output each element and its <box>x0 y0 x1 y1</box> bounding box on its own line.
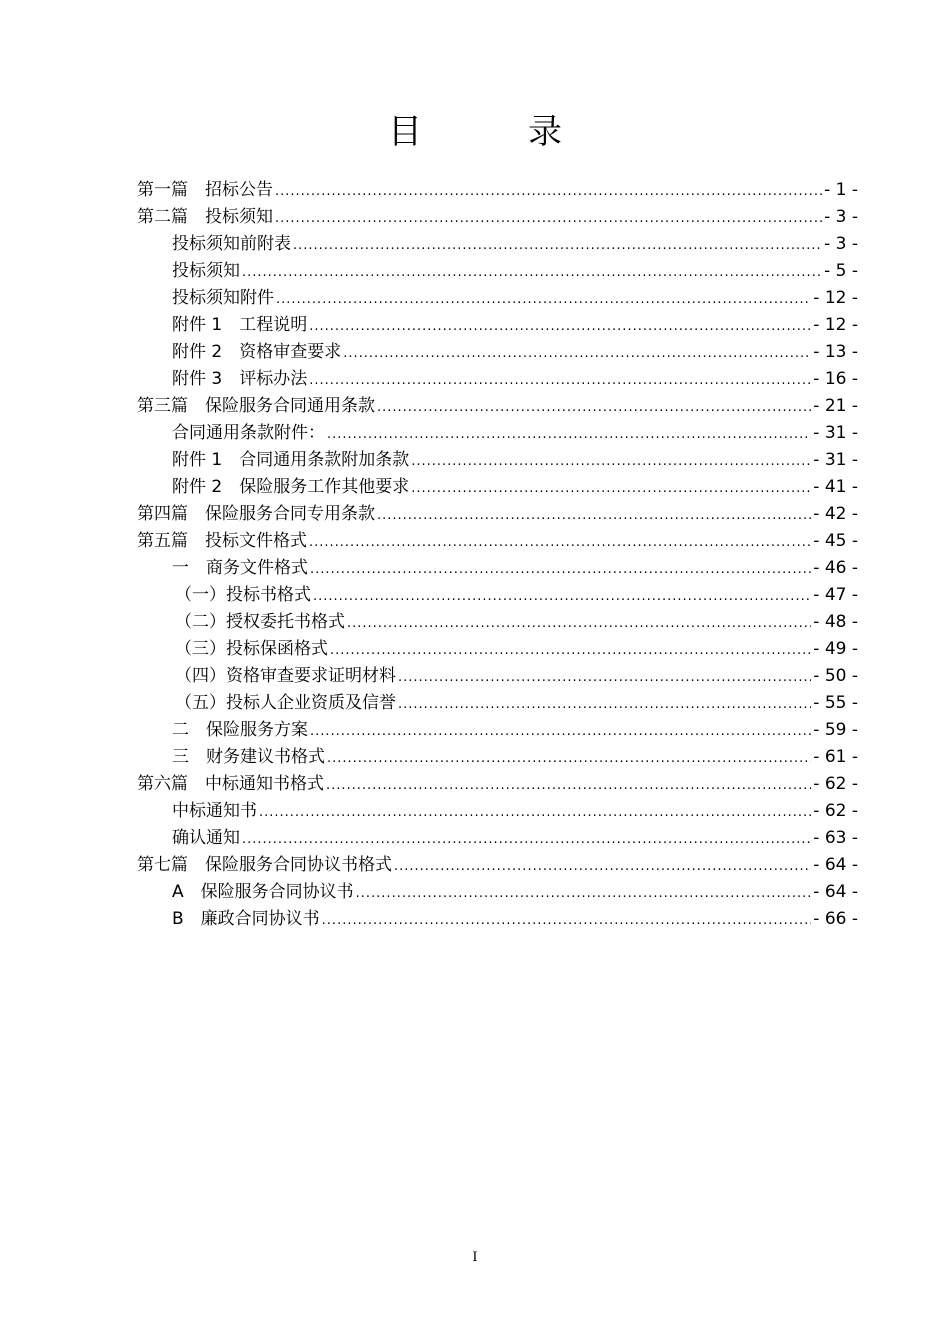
toc-entry-page: - 3 - <box>824 234 858 254</box>
toc-entry-label: 第三篇 保险服务合同通用条款 <box>137 396 375 416</box>
toc-entry[interactable] <box>137 690 858 717</box>
toc-entry-label: 第六篇 中标通知书格式 <box>137 774 324 794</box>
toc-leader-dots <box>313 583 811 610</box>
page-title: 目 录 <box>388 112 598 152</box>
toc-entry-label: 第二篇 投标须知 <box>137 207 273 227</box>
toc-leader-dots <box>322 907 812 934</box>
toc-entry[interactable] <box>137 744 858 771</box>
toc-entry-label: 附件 1 工程说明 <box>172 315 308 335</box>
toc-entry-label: 附件 2 保险服务工作其他要求 <box>172 477 410 497</box>
toc-leader-dots <box>310 718 811 745</box>
toc-leader-dots <box>259 799 811 826</box>
toc-entry-page: - 55 - <box>813 693 858 713</box>
toc-entry[interactable] <box>137 231 858 258</box>
toc-entry[interactable] <box>137 204 858 231</box>
toc-entry[interactable] <box>137 366 858 393</box>
toc-entry-label: 第七篇 保险服务合同协议书格式 <box>137 855 392 875</box>
toc-entry-page: - 64 - <box>813 882 858 902</box>
toc-leader-dots <box>377 394 811 421</box>
toc-entry-page: - 16 - <box>813 369 858 389</box>
toc-entry-label: 投标须知附件 <box>172 288 274 308</box>
toc-leader-dots <box>310 556 811 583</box>
toc-leader-dots <box>411 448 811 475</box>
toc-entry-page: - 50 - <box>813 666 858 686</box>
toc-entry[interactable] <box>137 771 858 798</box>
toc-entry-page: - 45 - <box>813 531 858 551</box>
toc-entry[interactable] <box>137 636 858 663</box>
toc-leader-dots <box>356 880 812 907</box>
toc-entry-page: - 41 - <box>813 477 858 497</box>
toc-leader-dots <box>347 610 811 637</box>
toc-entry[interactable] <box>137 582 858 609</box>
toc-entry-label: 第一篇 招标公告 <box>137 180 273 200</box>
toc-entry[interactable] <box>137 663 858 690</box>
toc-entry-page: - 62 - <box>813 774 858 794</box>
toc-entry-page: - 3 - <box>824 207 858 227</box>
toc-leader-dots <box>327 421 811 448</box>
toc-entry-label: 一 商务文件格式 <box>172 558 308 578</box>
toc-leader-dots <box>394 853 811 880</box>
toc-leader-dots <box>398 664 811 691</box>
toc-entry-label: A 保险服务合同协议书 <box>172 882 354 902</box>
toc-entry-page: - 42 - <box>813 504 858 524</box>
toc-entry-label: 三 财务建议书格式 <box>172 747 325 767</box>
toc-entry[interactable] <box>137 798 858 825</box>
toc-entry-label: B 廉政合同协议书 <box>172 909 320 929</box>
toc-entry-page: - 12 - <box>813 315 858 335</box>
toc-entry[interactable] <box>137 555 858 582</box>
toc-entry-label: 第四篇 保险服务合同专用条款 <box>137 504 375 524</box>
toc-leader-dots <box>377 502 811 529</box>
toc-leader-dots <box>326 772 811 799</box>
toc-entry[interactable] <box>137 906 858 933</box>
toc-entry[interactable] <box>137 312 858 339</box>
toc-entry-label: （一）投标书格式 <box>175 585 311 605</box>
toc-entry-page: - 61 - <box>813 747 858 767</box>
toc-leader-dots <box>398 691 811 718</box>
toc-leader-dots <box>242 259 822 286</box>
toc-entry[interactable] <box>137 852 858 879</box>
toc-entry-page: - 62 - <box>813 801 858 821</box>
toc-leader-dots <box>276 286 811 313</box>
toc-entry-label: 附件 2 资格审查要求 <box>172 342 342 362</box>
toc-entry[interactable] <box>137 609 858 636</box>
toc-entry-label: （三）投标保函格式 <box>175 639 328 659</box>
toc-leader-dots <box>343 340 811 367</box>
toc-entry-page: - 49 - <box>813 639 858 659</box>
toc-entry[interactable] <box>137 717 858 744</box>
toc-entry-page: - 46 - <box>813 558 858 578</box>
toc-entry-page: - 64 - <box>813 855 858 875</box>
table-of-contents <box>137 177 858 933</box>
toc-entry-label: 附件 3 评标办法 <box>172 369 308 389</box>
toc-entry-page: - 1 - <box>824 180 858 200</box>
toc-entry-label: 投标须知 <box>172 261 240 281</box>
toc-leader-dots <box>330 637 811 664</box>
toc-entry[interactable] <box>137 528 858 555</box>
toc-leader-dots <box>293 232 822 259</box>
toc-leader-dots <box>275 205 822 232</box>
toc-entry-label: 附件 1 合同通用条款附加条款 <box>172 450 410 470</box>
toc-leader-dots <box>275 178 822 205</box>
toc-entry[interactable] <box>137 258 858 285</box>
toc-entry[interactable] <box>137 879 858 906</box>
toc-entry-page: - 21 - <box>813 396 858 416</box>
toc-entry-page: - 31 - <box>813 423 858 443</box>
toc-entry[interactable] <box>137 474 858 501</box>
toc-leader-dots <box>309 367 811 394</box>
toc-entry-page: - 66 - <box>813 909 858 929</box>
toc-leader-dots <box>309 313 811 340</box>
toc-entry-page: - 63 - <box>813 828 858 848</box>
toc-entry-label: 二 保险服务方案 <box>172 720 308 740</box>
toc-entry-page: - 13 - <box>813 342 858 362</box>
toc-entry-page: - 31 - <box>813 450 858 470</box>
toc-entry[interactable] <box>137 285 858 312</box>
page-number: I <box>472 1250 478 1265</box>
toc-entry-label: 合同通用条款附件： <box>172 423 325 443</box>
toc-leader-dots <box>242 826 811 853</box>
toc-entry[interactable] <box>137 420 858 447</box>
toc-entry-page: - 48 - <box>813 612 858 632</box>
toc-entry[interactable] <box>137 501 858 528</box>
toc-entry-page: - 47 - <box>813 585 858 605</box>
toc-entry-page: - 5 - <box>824 261 858 281</box>
toc-entry[interactable] <box>137 393 858 420</box>
toc-leader-dots <box>411 475 811 502</box>
toc-entry-page: - 59 - <box>813 720 858 740</box>
toc-entry-label: （二）授权委托书格式 <box>175 612 345 632</box>
toc-entry-label: 确认通知 <box>172 828 240 848</box>
toc-entry[interactable] <box>137 447 858 474</box>
toc-leader-dots <box>327 745 811 772</box>
toc-entry-label: 第五篇 投标文件格式 <box>137 531 307 551</box>
toc-entry-label: （五）投标人企业资质及信誉 <box>175 693 396 713</box>
toc-entry-page: - 12 - <box>813 288 858 308</box>
toc-leader-dots <box>309 529 811 556</box>
toc-entry-label: 中标通知书 <box>172 801 257 821</box>
toc-entry[interactable] <box>137 825 858 852</box>
toc-entry[interactable] <box>137 177 858 204</box>
toc-entry-label: 投标须知前附表 <box>172 234 291 254</box>
toc-entry-label: （四）资格审查要求证明材料 <box>175 666 396 686</box>
toc-entry[interactable] <box>137 339 858 366</box>
